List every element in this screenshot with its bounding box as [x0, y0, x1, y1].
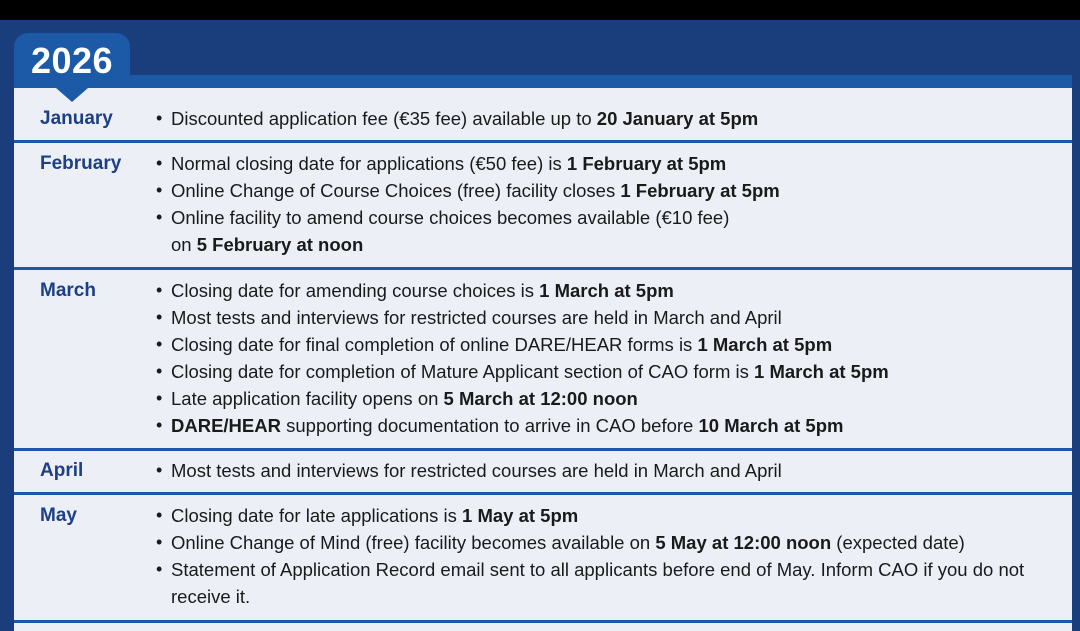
item-text: Closing date for completion of Mature Applicant section of CAO form is	[171, 361, 755, 382]
list-item	[156, 502, 1056, 529]
item-note: (expected date)	[831, 532, 965, 553]
item-list	[156, 277, 1056, 439]
item-text: Late application facility opens on	[171, 388, 444, 409]
list-item	[156, 529, 1056, 556]
item-list	[156, 457, 1056, 484]
bullet-icon: •	[156, 334, 163, 354]
item-date: 1 March at 5pm	[754, 361, 889, 382]
list-item	[156, 358, 1056, 385]
year-label: 2026	[30, 40, 114, 81]
item-emphasis: DARE/HEAR	[171, 415, 281, 436]
list-item	[156, 105, 1056, 132]
timeline-panel	[14, 88, 1072, 631]
item-text: Online facility to amend course choices becomes available (€10 fee) on	[171, 207, 730, 255]
item-text: Normal closing date for applications (€50 fee) is	[171, 153, 567, 174]
item-text: Statement of Application Record email sent to all applicants before end of May. Inform CAO if you do not receive it.	[171, 559, 1025, 607]
month-label: January	[40, 108, 113, 129]
month-label: May	[40, 505, 77, 526]
item-text: Most tests and interviews for restricted courses are held in March and April	[171, 307, 782, 328]
bullet-icon: •	[156, 415, 163, 435]
item-date: 20 January at 5pm	[596, 108, 759, 129]
item-date: 1 February at 5pm	[566, 153, 727, 174]
bullet-icon: •	[156, 307, 163, 327]
item-date: 5 February at noon	[196, 234, 364, 255]
bullet-icon: •	[156, 460, 163, 480]
row-divider	[14, 620, 1072, 623]
list-item	[156, 204, 1056, 258]
list-item	[156, 331, 1056, 358]
item-date: 1 March at 5pm	[539, 280, 674, 301]
item-list	[156, 105, 1056, 132]
row-divider	[14, 140, 1072, 143]
item-text: Online Change of Mind (free) facility becomes available on	[171, 532, 656, 553]
item-list	[156, 150, 1056, 258]
month-label: April	[40, 460, 84, 481]
item-date: 5 March at 12:00 noon	[443, 388, 638, 409]
header-accent-bar	[14, 75, 1072, 88]
list-item	[156, 150, 1056, 177]
bullet-icon: •	[156, 361, 163, 381]
item-text: Closing date for final completion of online DARE/HEAR forms is	[171, 334, 698, 355]
item-date: 5 May at 12:00 noon	[655, 532, 832, 553]
item-text: Most tests and interviews for restricted courses are held in March and April	[171, 460, 782, 481]
bullet-icon: •	[156, 180, 163, 200]
month-label: March	[40, 280, 96, 301]
item-date: 1 March at 5pm	[697, 334, 833, 355]
item-text: Discounted application fee (€35 fee) available up to	[171, 108, 597, 129]
bullet-icon: •	[156, 559, 163, 579]
list-item	[156, 412, 1056, 439]
bullet-icon: •	[156, 207, 163, 227]
row-divider	[14, 448, 1072, 451]
month-label: February	[40, 153, 122, 174]
row-divider	[14, 267, 1072, 270]
bullet-icon: •	[156, 532, 163, 552]
bullet-icon: •	[156, 388, 163, 408]
item-date: 10 March at 5pm	[698, 415, 844, 436]
list-item	[156, 556, 1041, 610]
item-text: Online Change of Course Choices (free) facility closes	[171, 180, 621, 201]
top-black-bar	[0, 0, 1080, 20]
bullet-icon: •	[156, 505, 163, 525]
list-item	[156, 177, 1056, 204]
item-text: supporting documentation to arrive in CAO before	[280, 415, 699, 436]
list-item	[156, 277, 1056, 304]
item-date: 1 February at 5pm	[620, 180, 780, 201]
item-text: Closing date for amending course choices is	[171, 280, 540, 301]
list-item	[156, 304, 1056, 331]
bullet-icon: •	[156, 153, 163, 173]
item-text: Closing date for late applications is	[171, 505, 463, 526]
item-date: 1 May at 5pm	[462, 505, 579, 526]
row-divider	[14, 492, 1072, 495]
list-item	[156, 457, 1056, 484]
bullet-icon: •	[156, 280, 163, 300]
year-tab-pointer	[56, 88, 88, 102]
bullet-icon: •	[156, 108, 163, 128]
item-list	[156, 502, 1056, 610]
list-item	[156, 385, 1056, 412]
